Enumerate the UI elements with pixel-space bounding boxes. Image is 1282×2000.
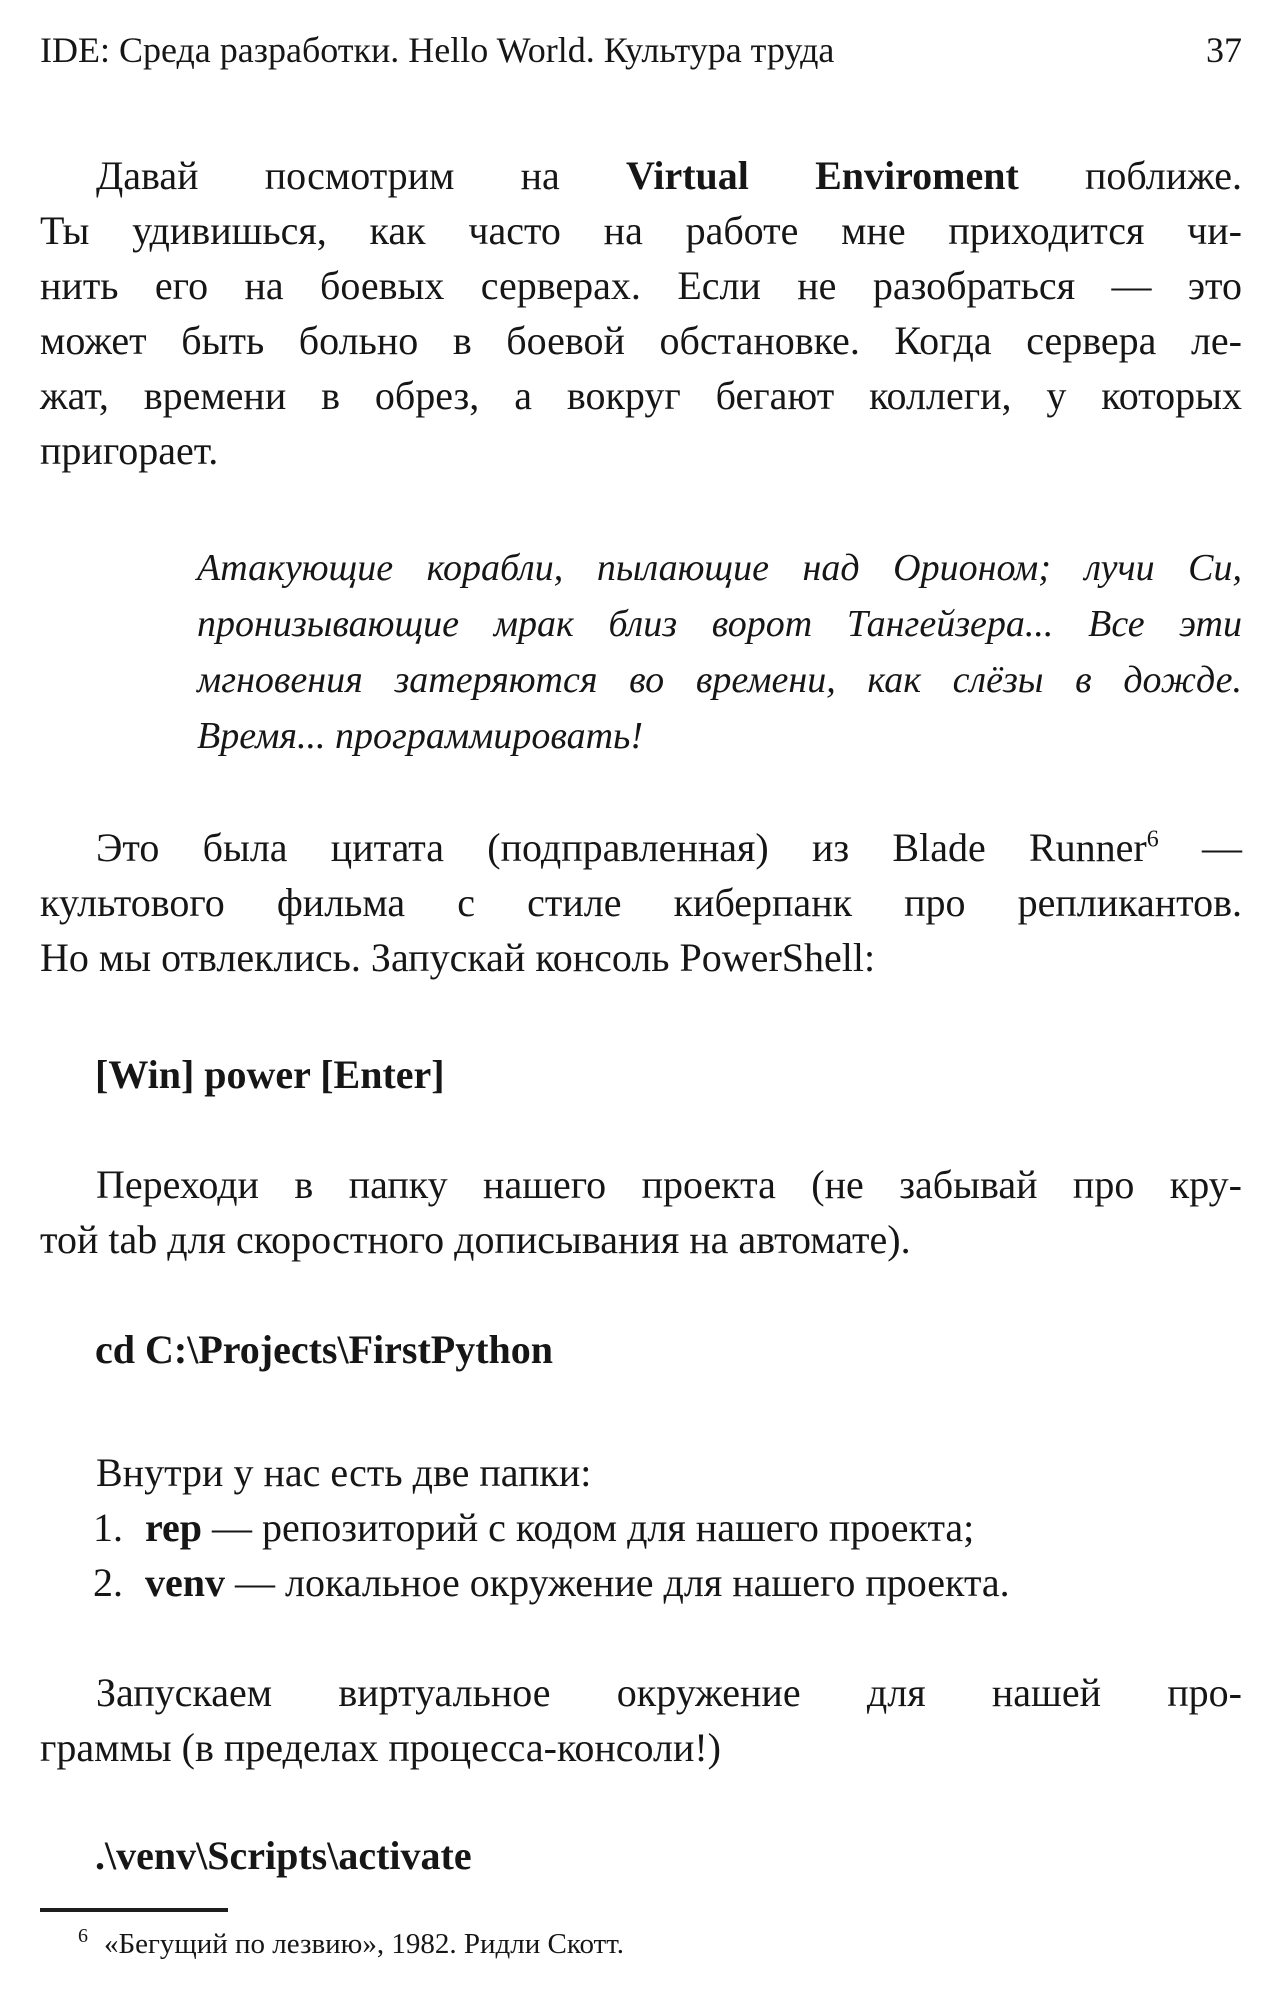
footnote-reference: 6 bbox=[1146, 826, 1159, 853]
list-item-venv bbox=[40, 1555, 1242, 1610]
body-line: той tab для скоростного дописывания на автомате). bbox=[40, 1217, 911, 1262]
running-head bbox=[40, 30, 1242, 70]
chapter-title: IDE: Среда разработки. Hello World. Культура труда bbox=[40, 30, 835, 70]
text-run: поближе. bbox=[1018, 153, 1242, 198]
paragraph-cd-folder bbox=[40, 1157, 1242, 1267]
body-line: граммы (в пределах процесса-консоли!) bbox=[40, 1725, 721, 1770]
body-line: нить его на боевых серверах. Если не разобраться — это bbox=[40, 263, 1242, 308]
body-line: жат, времени в обрез, а вокруг бегают коллеги, у которых bbox=[40, 373, 1242, 418]
term-venv: venv bbox=[145, 1560, 225, 1605]
footnote-text: «Бегущий по лезвию», 1982. Ридли Скотт. bbox=[104, 1928, 624, 1960]
text-run: Это была цитата (подправленная) из Blade Runner bbox=[96, 825, 1147, 870]
list-number: 2. bbox=[93, 1560, 123, 1605]
text-run: Давай посмотрим на bbox=[96, 153, 626, 198]
list-number: 1. bbox=[93, 1505, 123, 1550]
body-line: Но мы отвлеклись. Запускай консоль PowerShell: bbox=[40, 935, 876, 980]
body-line: Ты удивишься, как часто на работе мне приходится чи- bbox=[40, 208, 1242, 253]
body-line bbox=[40, 820, 1242, 875]
term-virtual-environment: Virtual Enviroment bbox=[625, 153, 1019, 198]
quote-line: Время... программировать! bbox=[197, 715, 643, 757]
footnote-mark: 6 bbox=[78, 1925, 88, 1948]
body-line bbox=[40, 148, 1242, 203]
quote-line: пронизывающие мрак близ ворот Тангейзера... Все эти bbox=[197, 603, 1242, 645]
paragraph-activate-venv bbox=[40, 1665, 1242, 1775]
body-line: культового фильма с стиле киберпанк про репликантов. bbox=[40, 880, 1242, 925]
quote-line: Атакующие корабли, пылающие над Орионом; лучи Си, bbox=[197, 547, 1242, 589]
footnote-divider bbox=[40, 1908, 228, 1912]
body-line: Запускаем виртуальное окружение для нашей про- bbox=[96, 1670, 1242, 1715]
command-cd-firstpython: cd C:\Projects\FirstPython bbox=[95, 1327, 554, 1372]
command-win-power-enter: [Win] power [Enter] bbox=[95, 1052, 445, 1097]
text-run: — репозиторий с кодом для нашего проекта; bbox=[202, 1505, 975, 1550]
quote-line: мгновения затеряются во времени, как слёзы в дожде. bbox=[197, 659, 1242, 701]
footnote bbox=[40, 1924, 1242, 1964]
text-run: — локальное окружение для нашего проекта. bbox=[225, 1560, 1010, 1605]
term-rep: rep bbox=[145, 1505, 203, 1550]
paragraph-intro bbox=[40, 148, 1242, 478]
epigraph-quote bbox=[40, 540, 1242, 764]
text-run: — bbox=[1158, 825, 1243, 870]
page-number: 37 bbox=[1206, 30, 1242, 70]
command-activate-venv: .\venv\Scripts\activate bbox=[95, 1833, 472, 1878]
paragraph-folders-list bbox=[40, 1445, 1242, 1610]
paragraph-blade-runner bbox=[40, 820, 1242, 985]
body-line: Переходи в папку нашего проекта (не забывай про кру- bbox=[96, 1162, 1242, 1207]
body-line: может быть больно в боевой обстановке. Когда сервера ле- bbox=[40, 318, 1242, 363]
body-line: пригорает. bbox=[40, 428, 219, 473]
list-intro: Внутри у нас есть две папки: bbox=[96, 1450, 592, 1495]
list-item-rep bbox=[40, 1500, 1242, 1555]
